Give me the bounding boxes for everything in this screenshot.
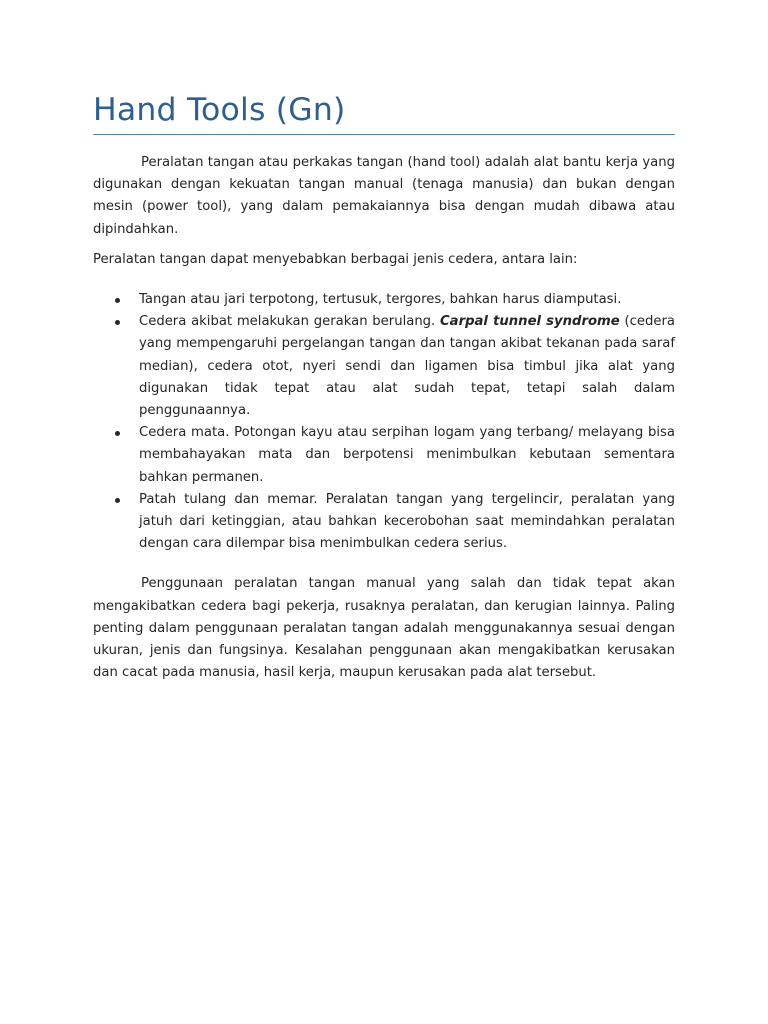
- list-item: [93, 489, 675, 556]
- emphasized-term: Carpal tunnel syndrome: [440, 314, 620, 330]
- injury-intro-paragraph: Peralatan tangan dapat menyebabkan berbagai jenis cedera, antara lain:: [93, 251, 578, 267]
- injury-list: [93, 289, 675, 555]
- list-item: [93, 289, 675, 311]
- list-item: [93, 422, 675, 489]
- page-title: Hand Tools (Gn): [93, 92, 346, 128]
- intro-paragraph: Peralatan tangan atau perkakas tangan (hand tool) adalah alat bantu kerja yang digunakan dengan kekuatan tangan manual (tenaga manusia) dan bukan dengan mesin (power tool), yang dalam pemakaiannya bisa dengan mudah dibawa atau dipindahkan.: [93, 155, 675, 237]
- closing-paragraph: Penggunaan peralatan tangan manual yang salah dan tidak tepat akan mengakibatkan cedera bagi pekerja, rusaknya peralatan, dan kerugian lainnya. Paling penting dalam penggunaan peralatan tangan adalah menggunakannya sesuai dengan ukuran, jenis dan fungsinya. Kesalahan penggunaan akan mengakibatkan kerusakan dan cacat pada manusia, hasil kerja, maupun kerusakan pada alat tersebut.: [93, 576, 675, 681]
- bullet-icon: [115, 431, 120, 436]
- list-item-text-continued: (cedera yang mempengaruhi pergelangan tangan dan tangan akibat tekanan pada saraf median), cedera otot, nyeri sendi dan ligamen bisa timbul jika alat yang digunakan tidak tepat atau alat sudah tepat, tetapi salah dalam penggunaannya.: [139, 314, 675, 419]
- list-item: [93, 311, 675, 422]
- title-divider: [93, 134, 675, 135]
- list-item-text: Cedera akibat melakukan gerakan berulang.: [139, 314, 440, 330]
- document-page: [93, 0, 675, 684]
- bullet-icon: [115, 498, 120, 503]
- bullet-icon: [115, 298, 120, 303]
- list-item-text: Patah tulang dan memar. Peralatan tangan yang tergelincir, peralatan yang jatuh dari ketinggian, atau bahkan kecerobohan saat memindahkan peralatan dengan cara dilempar bisa menimbulkan cedera serius.: [139, 491, 675, 552]
- list-item-text: Cedera mata. Potongan kayu atau serpihan logam yang terbang/ melayang bisa membahayakan mata dan berpotensi menimbulkan kebutaan sementara bahkan permanen.: [139, 425, 675, 485]
- list-item-text: Tangan atau jari terpotong, tertusuk, tergores, bahkan harus diamputasi.: [139, 292, 622, 308]
- bullet-icon: [115, 320, 120, 325]
